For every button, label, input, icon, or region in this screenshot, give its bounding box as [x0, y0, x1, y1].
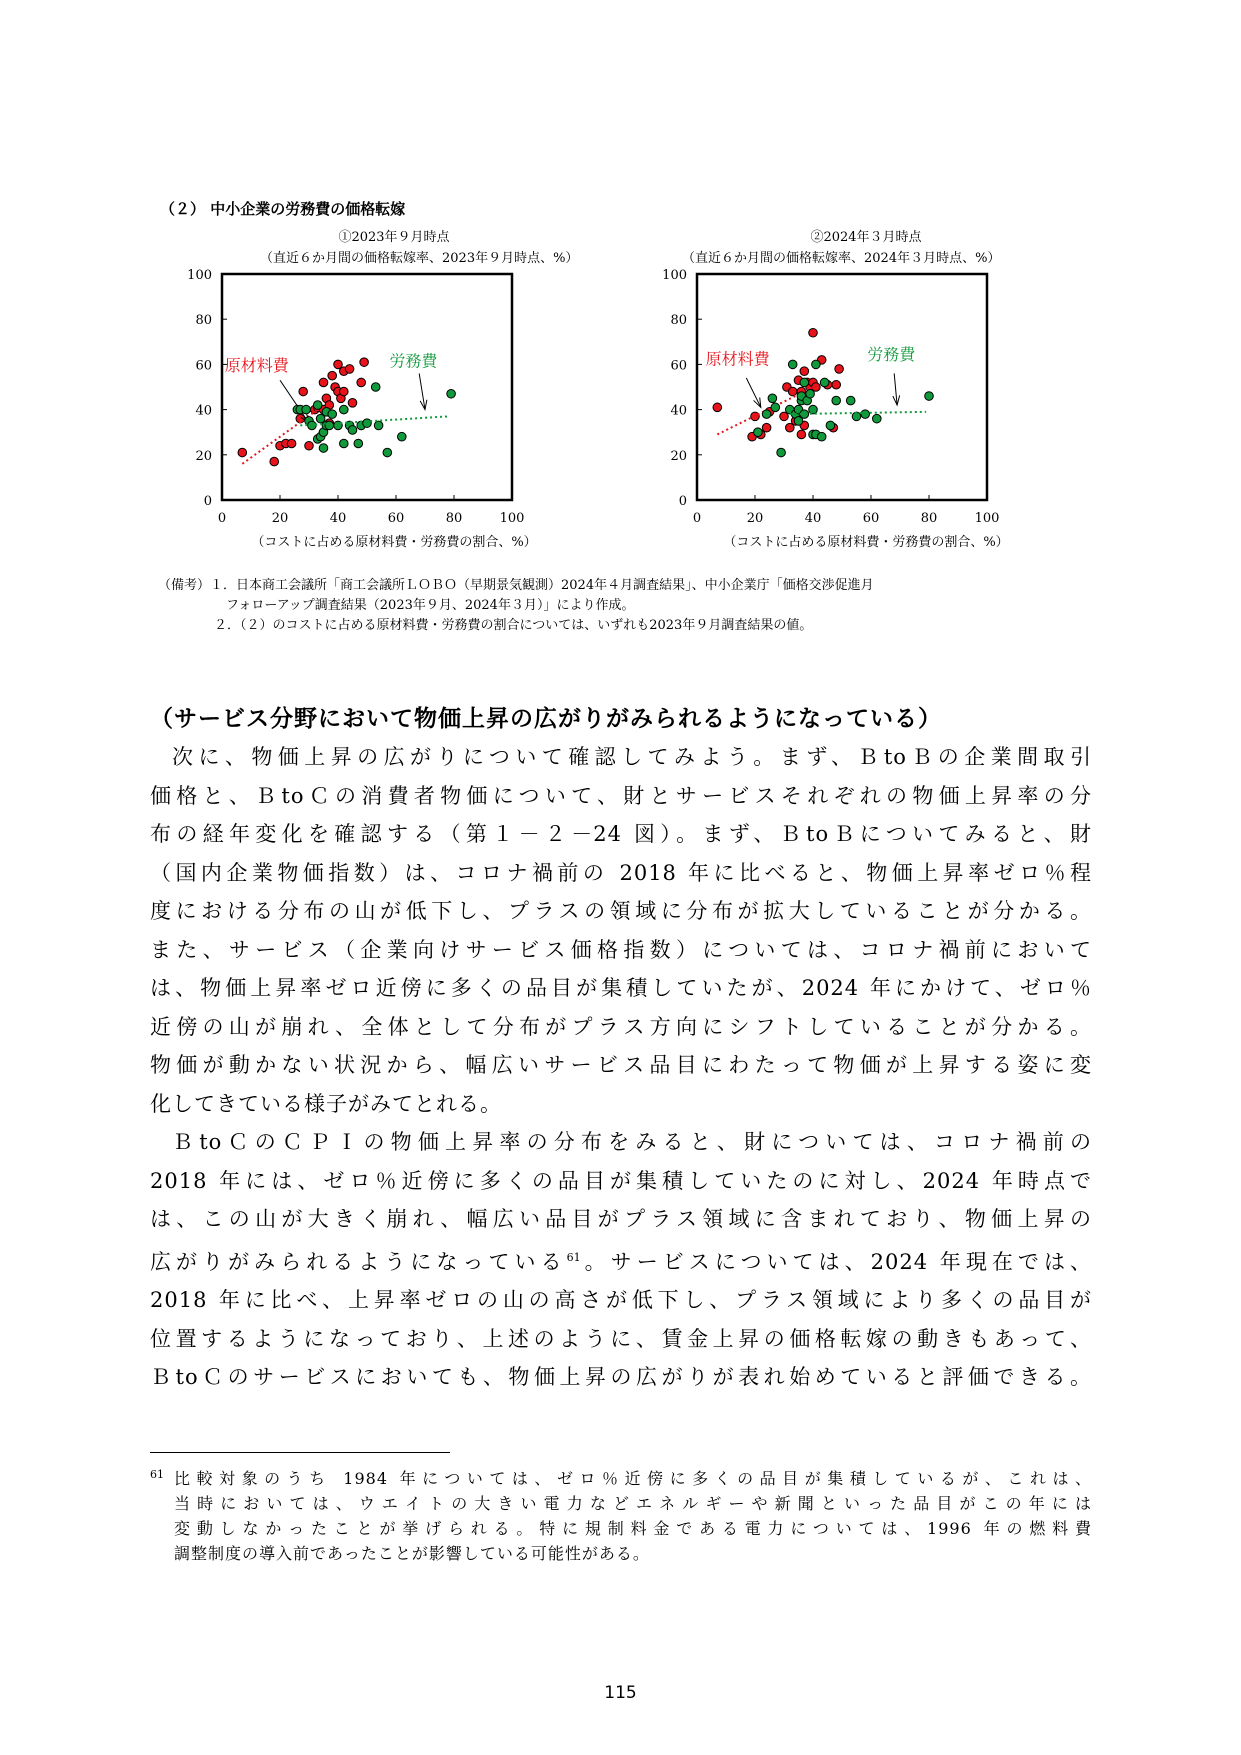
x-tick-label: 20 — [271, 511, 289, 526]
data-point — [325, 421, 334, 430]
y-tick-label: 60 — [195, 358, 212, 374]
data-point — [762, 423, 771, 432]
x-tick-label: 80 — [920, 511, 938, 526]
data-point — [832, 380, 841, 389]
data-point — [348, 399, 357, 408]
scatter-chart-2024-03 — [634, 226, 1094, 556]
data-point — [340, 387, 349, 396]
y-tick-label: 0 — [203, 494, 212, 509]
x-axis-label: （コストに占める原材料費・労務費の割合、%） — [251, 535, 537, 550]
data-point — [383, 448, 392, 457]
footnote-number: 61 — [150, 1468, 164, 1481]
data-point — [447, 389, 456, 398]
axis-ticks — [187, 268, 524, 526]
data-point — [313, 401, 322, 410]
data-point — [340, 439, 349, 448]
footnote-body — [174, 1466, 1092, 1566]
page-number: 115 — [604, 1683, 637, 1703]
figure-title: （２） 中小企業の労務費の価格転嫁 — [160, 200, 406, 218]
footnote-line: 調整制度の導入前であったことが影響している可能性がある。 — [174, 1544, 650, 1563]
footnote-line: 比較対象のうち 1984 年については、ゼロ％近傍に多くの品目が集積しているが、これは、 — [174, 1469, 1092, 1488]
data-point — [374, 421, 383, 430]
x-tick-label: 40 — [329, 511, 347, 526]
footnote-line: 当時においては、ウエイトの大きい電力などエネルギーや新聞といった品目がこの年には — [174, 1494, 1092, 1513]
data-point — [398, 432, 407, 441]
y-tick-label: 40 — [670, 403, 687, 419]
figure-notes — [158, 576, 874, 636]
x-tick-label: 100 — [499, 511, 525, 526]
data-point — [754, 428, 763, 437]
body-line — [150, 1239, 1092, 1282]
y-tick-label: 100 — [662, 268, 687, 283]
footnote — [150, 1466, 1092, 1566]
y-tick-label: 100 — [187, 268, 212, 283]
y-tick-label: 20 — [670, 448, 687, 464]
data-point — [788, 360, 797, 369]
body-line: は、この山が大きく崩れ、幅広い品目がプラス領域に含まれており、物価上昇の — [150, 1207, 1092, 1231]
y-tick-label: 40 — [195, 403, 212, 419]
data-point — [270, 457, 279, 466]
data-point — [363, 419, 372, 428]
data-point — [713, 403, 722, 412]
axis-ticks — [662, 268, 999, 526]
body-text — [150, 738, 1092, 1397]
data-point — [762, 410, 771, 419]
chart-title: ②2024年３月時点 — [810, 230, 922, 245]
x-axis-label: （コストに占める原材料費・労務費の割合、%） — [723, 535, 1009, 550]
y-tick-label: 0 — [678, 494, 687, 509]
y-tick-label: 80 — [195, 313, 212, 329]
data-point — [360, 358, 369, 367]
data-point — [354, 439, 363, 448]
data-point — [319, 378, 328, 387]
data-point — [809, 405, 818, 414]
data-point — [340, 405, 349, 414]
data-points — [225, 352, 456, 466]
x-tick-label: 60 — [387, 511, 405, 526]
data-point — [371, 383, 380, 392]
x-tick-label: 60 — [862, 511, 880, 526]
data-point — [826, 421, 835, 430]
data-point — [302, 405, 311, 414]
data-point — [800, 378, 809, 387]
y-tick-label: 60 — [670, 358, 687, 374]
data-point — [797, 430, 806, 439]
footnote-line: 変動しなかったことが挙げられる。特に規制料金である電力については、1996 年の燃料費 — [174, 1519, 1092, 1538]
body-line: 2018 年に比べ、上昇率ゼロの山の高さが低下し、プラス領域により多くの品目が — [150, 1288, 1092, 1312]
body-line: ＢtoＣのサービスにおいても、物価上昇の広がりが表れ始めていると評価できる。 — [150, 1365, 1092, 1389]
data-point — [328, 371, 337, 380]
body-line: 化してきている様子がみてとれる。 — [150, 1091, 502, 1116]
series-label: 労務費 — [389, 351, 438, 371]
y-axis-label: （直近６か月間の価格転嫁率、2024年３月時点、%） — [682, 251, 1001, 266]
series-label: 労務費 — [867, 344, 916, 364]
y-axis-label: （直近６か月間の価格転嫁率、2023年９月時点、%） — [260, 251, 579, 266]
data-point — [835, 365, 844, 374]
body-line: 度における分布の山が低下し、プラスの領域に分布が拡大していることが分かる。 — [150, 899, 1092, 923]
data-point — [299, 387, 308, 396]
body-line: 布の経年変化を確認する（第１－２－24 図）。まず、ＢtoＢについてみると、財 — [150, 822, 1092, 846]
data-point — [812, 360, 821, 369]
body-line: また、サービス（企業向けサービス価格指数）については、コロナ禍前において — [150, 937, 1092, 962]
series-label: 原材料費 — [705, 349, 770, 369]
data-point — [809, 328, 818, 337]
data-point — [861, 410, 870, 419]
data-point — [817, 432, 826, 441]
y-tick-label: 20 — [195, 448, 212, 464]
arrow-line — [280, 380, 309, 423]
plot-frame — [697, 274, 987, 500]
data-point — [925, 392, 934, 401]
data-point — [846, 396, 855, 405]
x-tick-label: 100 — [974, 511, 1000, 526]
data-point — [238, 448, 247, 457]
body-line: 価格と、ＢtoＣの消費者物価について、財とサービスそれぞれの物価上昇率の分 — [150, 783, 1092, 808]
plot-frame — [222, 274, 512, 500]
body-line: 物価が動かない状況から、幅広いサービス品目にわたって物価が上昇する姿に変 — [150, 1053, 1092, 1077]
footnote-separator — [150, 1452, 450, 1453]
body-line: ＢtoＣのＣＰＩの物価上昇率の分布をみると、財については、コロナ禍前の — [172, 1130, 1092, 1154]
x-tick-label: 40 — [804, 511, 822, 526]
body-line: （国内企業物価指数）は、コロナ禍前の 2018 年に比べると、物価上昇率ゼロ％程 — [150, 860, 1092, 885]
x-tick-label: 0 — [692, 511, 702, 526]
data-point — [287, 439, 296, 448]
data-point — [345, 365, 354, 374]
note-line: ２．（２）のコストに占める原材料費・労務費の割合については、いずれも2023年９月調査結果の値。 — [214, 618, 813, 633]
x-tick-label: 0 — [217, 511, 227, 526]
y-tick-label: 80 — [670, 313, 687, 329]
data-point — [777, 448, 786, 457]
data-point — [806, 389, 815, 398]
scatter-chart-2023-09 — [162, 226, 622, 556]
data-points — [706, 328, 934, 456]
note-line: （備考）１．日本商工会議所「商工会議所ＬＯＢＯ（早期景気観測）2024年４月調査結果」、中小企業庁「価格交渉促進月 — [158, 578, 874, 593]
x-tick-label: 20 — [746, 511, 764, 526]
body-line: 次に、物価上昇の広がりについて確認してみよう。まず、ＢtoＢの企業間取引 — [172, 745, 1092, 769]
data-point — [800, 367, 809, 376]
data-point — [319, 444, 328, 453]
data-point — [873, 414, 882, 423]
body-line: 2018 年には、ゼロ％近傍に多くの品目が集積していたのに対し、2024 年時点で — [150, 1168, 1092, 1193]
data-point — [771, 403, 780, 412]
data-point — [832, 396, 841, 405]
body-line: 近傍の山が崩れ、全体として分布がプラス方向にシフトしていることが分かる。 — [150, 1014, 1092, 1039]
body-line: は、物価上昇率ゼロ近傍に多くの品目が集積していたが、2024 年にかけて、ゼロ％ — [150, 976, 1092, 1000]
data-point — [357, 378, 366, 387]
data-point — [328, 410, 337, 419]
section-heading: （サービス分野において物価上昇の広がりがみられるようになっている） — [150, 706, 942, 732]
x-tick-label: 80 — [445, 511, 463, 526]
body-text-span: 広がりがみられるようになっている — [150, 1249, 567, 1274]
data-point — [348, 426, 357, 435]
body-line: 位置するようになっており、上述のように、賃金上昇の価格転嫁の動きもあって、 — [150, 1326, 1092, 1351]
footnote-ref[interactable]: 61 — [566, 1250, 581, 1264]
chart-title: ①2023年９月時点 — [338, 230, 450, 245]
data-point — [820, 378, 829, 387]
data-point — [768, 394, 777, 403]
body-text-span: 。サービスについては、2024 年現在では、 — [580, 1249, 1092, 1274]
arrow-line — [746, 378, 761, 407]
data-point — [788, 387, 797, 396]
series-label: 原材料費 — [224, 356, 289, 376]
data-point — [305, 441, 314, 450]
note-line: フォローアップ調査結果（2023年９月、2024年３月）」により作成。 — [226, 598, 635, 613]
